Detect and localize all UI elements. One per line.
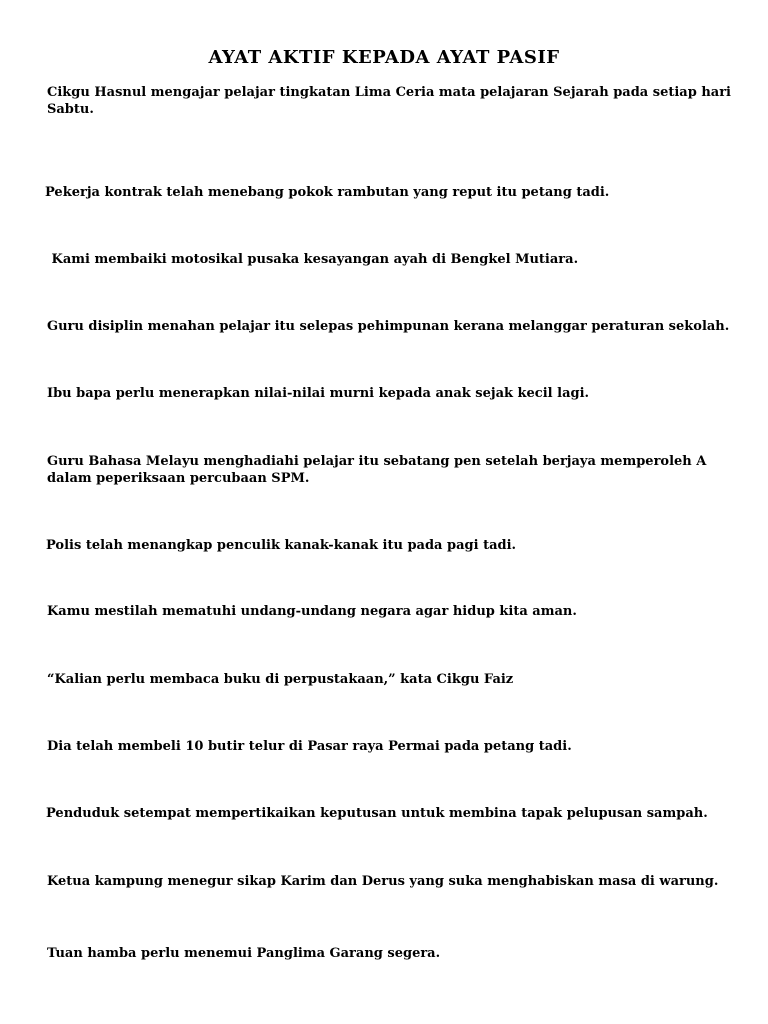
page-title: AYAT AKTIF KEPADA AYAT PASIF (208, 47, 560, 68)
sentence-2: Pekerja kontrak telah menebang pokok rambutan yang reput itu petang tadi. (45, 185, 610, 200)
sentence-1: Cikgu Hasnul mengajar pelajar tingkatan Lima Ceria mata pelajaran Sejarah pada setiap hari Sabtu. (47, 85, 731, 117)
sentence-12: Ketua kampung menegur sikap Karim dan Derus yang suka menghabiskan masa di warung. (47, 874, 719, 889)
sentence-4: Guru disiplin menahan pelajar itu selepas pehimpunan kerana melanggar peraturan sekolah. (47, 319, 730, 334)
sentence-3: Kami membaiki motosikal pusaka kesayangan ayah di Bengkel Mutiara. (47, 252, 579, 267)
sentence-8: Kamu mestilah mematuhi undang-undang negara agar hidup kita aman. (47, 604, 577, 619)
sentence-9: “Kalian perlu membaca buku di perpustakaan,” kata Cikgu Faiz (47, 672, 514, 687)
sentence-10: Dia telah membeli 10 butir telur di Pasar raya Permai pada petang tadi. (47, 739, 572, 754)
sentence-13: Tuan hamba perlu menemui Panglima Garang segera. (47, 946, 441, 961)
sentence-7: Polis telah menangkap penculik kanak-kanak itu pada pagi tadi. (46, 538, 517, 553)
sentence-6: Guru Bahasa Melayu menghadiahi pelajar itu sebatang pen setelah berjaya memperoleh A dalam peperiksaan percubaan SPM. (47, 454, 707, 486)
sentence-11: Penduduk setempat mempertikaikan keputusan untuk membina tapak pelupusan sampah. (46, 806, 708, 821)
sentence-5: Ibu bapa perlu menerapkan nilai-nilai murni kepada anak sejak kecil lagi. (47, 386, 590, 401)
